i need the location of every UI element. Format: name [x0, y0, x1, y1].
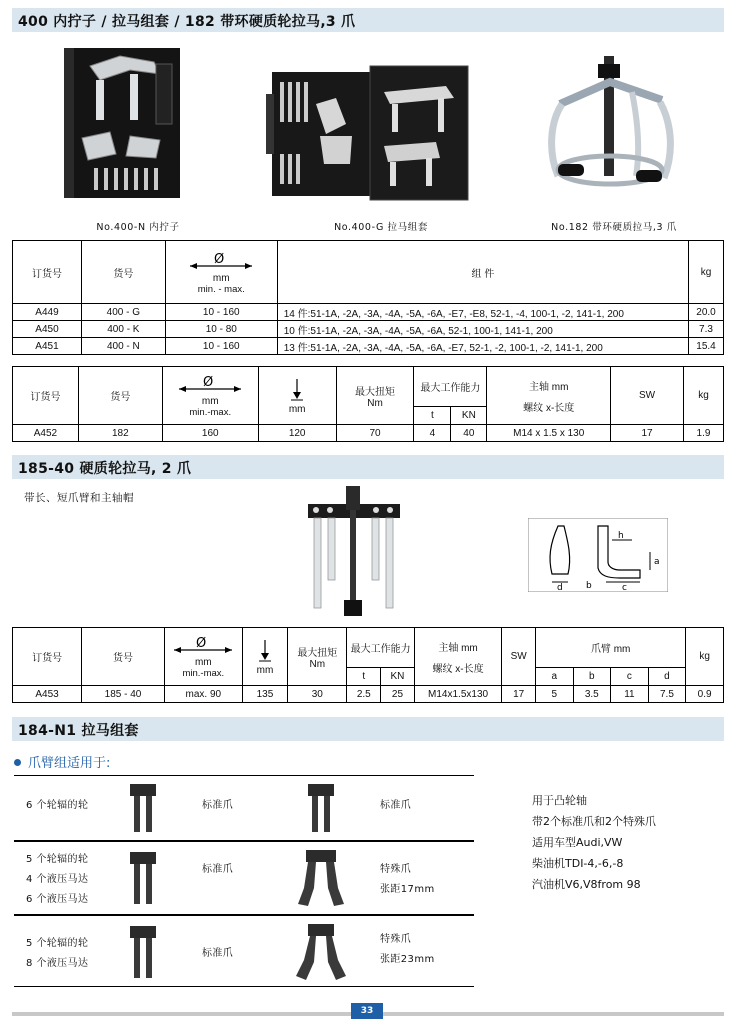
arm-row-jaw-type: 标准爪	[202, 864, 234, 875]
header-diameter	[165, 241, 277, 304]
cell: 120	[258, 425, 336, 442]
arm-row-jaw-type: 标准爪	[380, 800, 412, 811]
thread-label: 螺纹 x-长度	[432, 663, 484, 675]
spindle-label: 主轴 mm	[529, 381, 569, 393]
standard-jaw-icon	[128, 924, 158, 982]
cell: 185 - 40	[82, 686, 165, 703]
arm-row-use	[26, 850, 88, 910]
cell: 30	[288, 686, 347, 703]
table-row	[13, 321, 724, 338]
table-row	[13, 338, 724, 355]
arm-row-jaw-line: 特殊爪	[380, 864, 412, 875]
header-c: c	[611, 668, 649, 686]
table-row	[13, 304, 724, 321]
cell: 70	[336, 425, 414, 442]
cell: A452	[13, 425, 79, 442]
cell: 17	[502, 686, 536, 703]
header-kn: KN	[381, 668, 415, 686]
arm-row	[14, 841, 474, 915]
header-depth	[242, 628, 288, 686]
dim-label-c: c	[622, 583, 627, 592]
arm-row	[14, 915, 474, 987]
cell: 160	[162, 425, 258, 442]
section-subtitle: 带长、短爪臂和主轴帽	[24, 492, 134, 504]
header-capacity: 最大工作能力	[414, 367, 487, 407]
svg-text:Ø: Ø	[203, 375, 214, 390]
diameter-icon	[168, 250, 275, 273]
section-title: 185-40 硬质轮拉马, 2 爪	[18, 461, 192, 477]
header-sw: SW	[611, 367, 684, 425]
spec-table-182	[12, 366, 724, 442]
header-d: d	[648, 668, 686, 686]
header-weight: kg	[683, 367, 723, 425]
torque-unit: Nm	[309, 658, 326, 670]
header-weight: kg	[686, 628, 724, 686]
cell: M14x1.5x130	[414, 686, 502, 703]
product-photo-185-40	[304, 484, 404, 620]
jaw-dimension-diagram	[528, 518, 668, 592]
cell: 10 - 80	[165, 321, 277, 338]
header-item-no: 货号	[82, 628, 165, 686]
diameter-unit: mm	[201, 396, 219, 407]
cell: 135	[242, 686, 288, 703]
note-line: 柴油机TDI-4,-6,-8	[532, 857, 624, 870]
depth-arrow-icon	[245, 638, 286, 665]
standard-jaw-icon	[306, 782, 336, 836]
note-line: 带2个标准爪和2个特殊爪	[532, 815, 656, 828]
cell: 25	[381, 686, 415, 703]
cell: 10 件:51-1A, -2A, -3A, -4A, -5A, -6A, 52-1, 100-1, 141-1, 200	[277, 321, 688, 338]
note-line: 适用车型Audi,VW	[532, 836, 623, 849]
cell: M14 x 1.5 x 130	[487, 425, 611, 442]
arm-row-jaw-line: 张距17mm	[380, 884, 435, 895]
cell: 3.5	[573, 686, 611, 703]
arm-row-jaw-line: 张距23mm	[380, 954, 435, 965]
product-photo-182	[540, 52, 680, 204]
cell: 17	[611, 425, 684, 442]
arm-row-use: 6 个轮辐的轮	[26, 800, 89, 811]
torque-unit: Nm	[367, 397, 383, 409]
special-jaw-icon	[294, 922, 348, 984]
dim-label-h: h	[618, 531, 624, 541]
diameter-range-label: min.-max.	[189, 407, 232, 418]
header-components: 组 件	[277, 241, 688, 304]
cell: 20.0	[689, 304, 724, 321]
cell: 400 - N	[81, 338, 165, 355]
cell: 5	[536, 686, 573, 703]
header-torque	[336, 367, 414, 425]
dim-label-d: d	[557, 583, 563, 592]
cell: 14 件:51-1A, -2A, -3A, -4A, -5A, -6A, -E7, -E8, 52-1, -4, 100-1, -2, 141-1, 200	[277, 304, 688, 321]
page-number: 33	[351, 1003, 383, 1019]
diameter-icon	[165, 373, 256, 396]
arm-set-title	[14, 752, 110, 771]
cell: 10 - 160	[165, 338, 277, 355]
cell: A450	[13, 321, 82, 338]
header-order-no: 订货号	[13, 628, 82, 686]
spec-table-400	[12, 240, 724, 355]
arm-row-use-line: 4 个液压马达	[26, 874, 89, 885]
section-header-184-n1	[12, 717, 724, 741]
header-jaw: 爪臂 mm	[536, 628, 686, 668]
header-spindle	[487, 367, 611, 425]
cell: 1.9	[683, 425, 723, 442]
diameter-icon	[167, 634, 240, 657]
svg-text:Ø: Ø	[196, 636, 207, 651]
cell: 4	[414, 425, 451, 442]
depth-unit: mm	[288, 403, 306, 415]
arm-row-jaw-type	[380, 860, 435, 900]
cell: A449	[13, 304, 82, 321]
dim-label-b: b	[586, 581, 592, 591]
header-diameter	[162, 367, 258, 425]
torque-label: 最大扭矩	[297, 647, 338, 659]
depth-arrow-icon	[261, 377, 334, 404]
header-b: b	[573, 668, 611, 686]
header-item-no: 货号	[81, 241, 165, 304]
section-title: 184-N1 拉马组套	[18, 723, 139, 739]
table-row	[13, 686, 724, 703]
cell: 400 - G	[81, 304, 165, 321]
table-row	[13, 425, 724, 442]
cell: 0.9	[686, 686, 724, 703]
cell: A451	[13, 338, 82, 355]
cell: 13 件:51-1A, -2A, -3A, -4A, -5A, -6A, -E7, 52-1, -2, 100-1, -2, 141-1, 200	[277, 338, 688, 355]
dim-label-a: a	[654, 557, 660, 567]
cell: 11	[611, 686, 649, 703]
cell: 182	[78, 425, 162, 442]
header-depth	[258, 367, 336, 425]
cell: 7.3	[689, 321, 724, 338]
arm-row-use-line: 8 个液压马达	[26, 958, 89, 969]
thread-label: 螺纹 x-长度	[523, 402, 575, 414]
header-order-no: 订货号	[13, 241, 82, 304]
header-weight: kg	[689, 241, 724, 304]
svg-text:Ø: Ø	[214, 251, 225, 267]
header-spindle	[414, 628, 502, 686]
caption-400g: No.400-G 拉马组套	[334, 222, 428, 233]
cell: max. 90	[164, 686, 242, 703]
header-item-no: 货号	[78, 367, 162, 425]
caption-400n: No.400-N 内拧子	[96, 222, 180, 233]
diameter-range-label: min.-max.	[182, 668, 225, 679]
diameter-unit: mm	[212, 272, 230, 284]
header-capacity: 最大工作能力	[347, 628, 414, 668]
note-line: 汽油机V6,V8from 98	[532, 878, 641, 891]
product-photo-400g	[266, 64, 472, 202]
cell: 400 - K	[81, 321, 165, 338]
arm-row-jaw-type: 标准爪	[202, 800, 234, 811]
depth-unit: mm	[256, 664, 274, 676]
application-notes	[532, 790, 656, 895]
arm-row-use	[26, 934, 88, 974]
bullet-icon	[14, 759, 21, 766]
header-t: t	[414, 407, 451, 425]
arm-row-use-line: 5 个轮辐的轮	[26, 854, 89, 865]
note-line: 用于凸轮轴	[532, 794, 587, 807]
cell: 40	[451, 425, 487, 442]
section-header-185-40	[12, 455, 724, 479]
arm-row-use-line: 5 个轮辐的轮	[26, 938, 89, 949]
cell: 15.4	[689, 338, 724, 355]
arm-row-jaw-type: 标准爪	[202, 948, 234, 959]
torque-label: 最大扭矩	[355, 386, 396, 398]
special-jaw-icon	[294, 848, 348, 910]
diameter-range-label: min. - max.	[197, 283, 245, 295]
cell: A453	[13, 686, 82, 703]
cell: 7.5	[648, 686, 686, 703]
standard-jaw-icon	[128, 850, 158, 908]
spec-table-185-40	[12, 627, 724, 703]
header-t: t	[347, 668, 381, 686]
header-diameter	[164, 628, 242, 686]
cell: 2.5	[347, 686, 381, 703]
arm-row	[14, 775, 474, 841]
arm-row-jaw-line: 特殊爪	[380, 934, 412, 945]
product-photo-400n	[60, 44, 188, 206]
standard-jaw-icon	[128, 782, 158, 836]
header-order-no: 订货号	[13, 367, 79, 425]
diameter-unit: mm	[194, 657, 212, 668]
arm-row-jaw-type	[380, 930, 435, 970]
arm-set-title-text: 爪臂组适用于:	[28, 756, 111, 771]
spindle-label: 主轴 mm	[438, 642, 478, 654]
section-header-400	[12, 8, 724, 32]
cell: 10 - 160	[165, 304, 277, 321]
header-a: a	[536, 668, 573, 686]
section-title: 400 内拧子 / 拉马组套 / 182 带环硬质轮拉马,3 爪	[18, 14, 356, 30]
header-sw: SW	[502, 628, 536, 686]
arm-row-use-line: 6 个液压马达	[26, 894, 89, 905]
header-kn: KN	[451, 407, 487, 425]
caption-182: No.182 带环硬质拉马,3 爪	[551, 222, 677, 233]
header-torque	[288, 628, 347, 686]
